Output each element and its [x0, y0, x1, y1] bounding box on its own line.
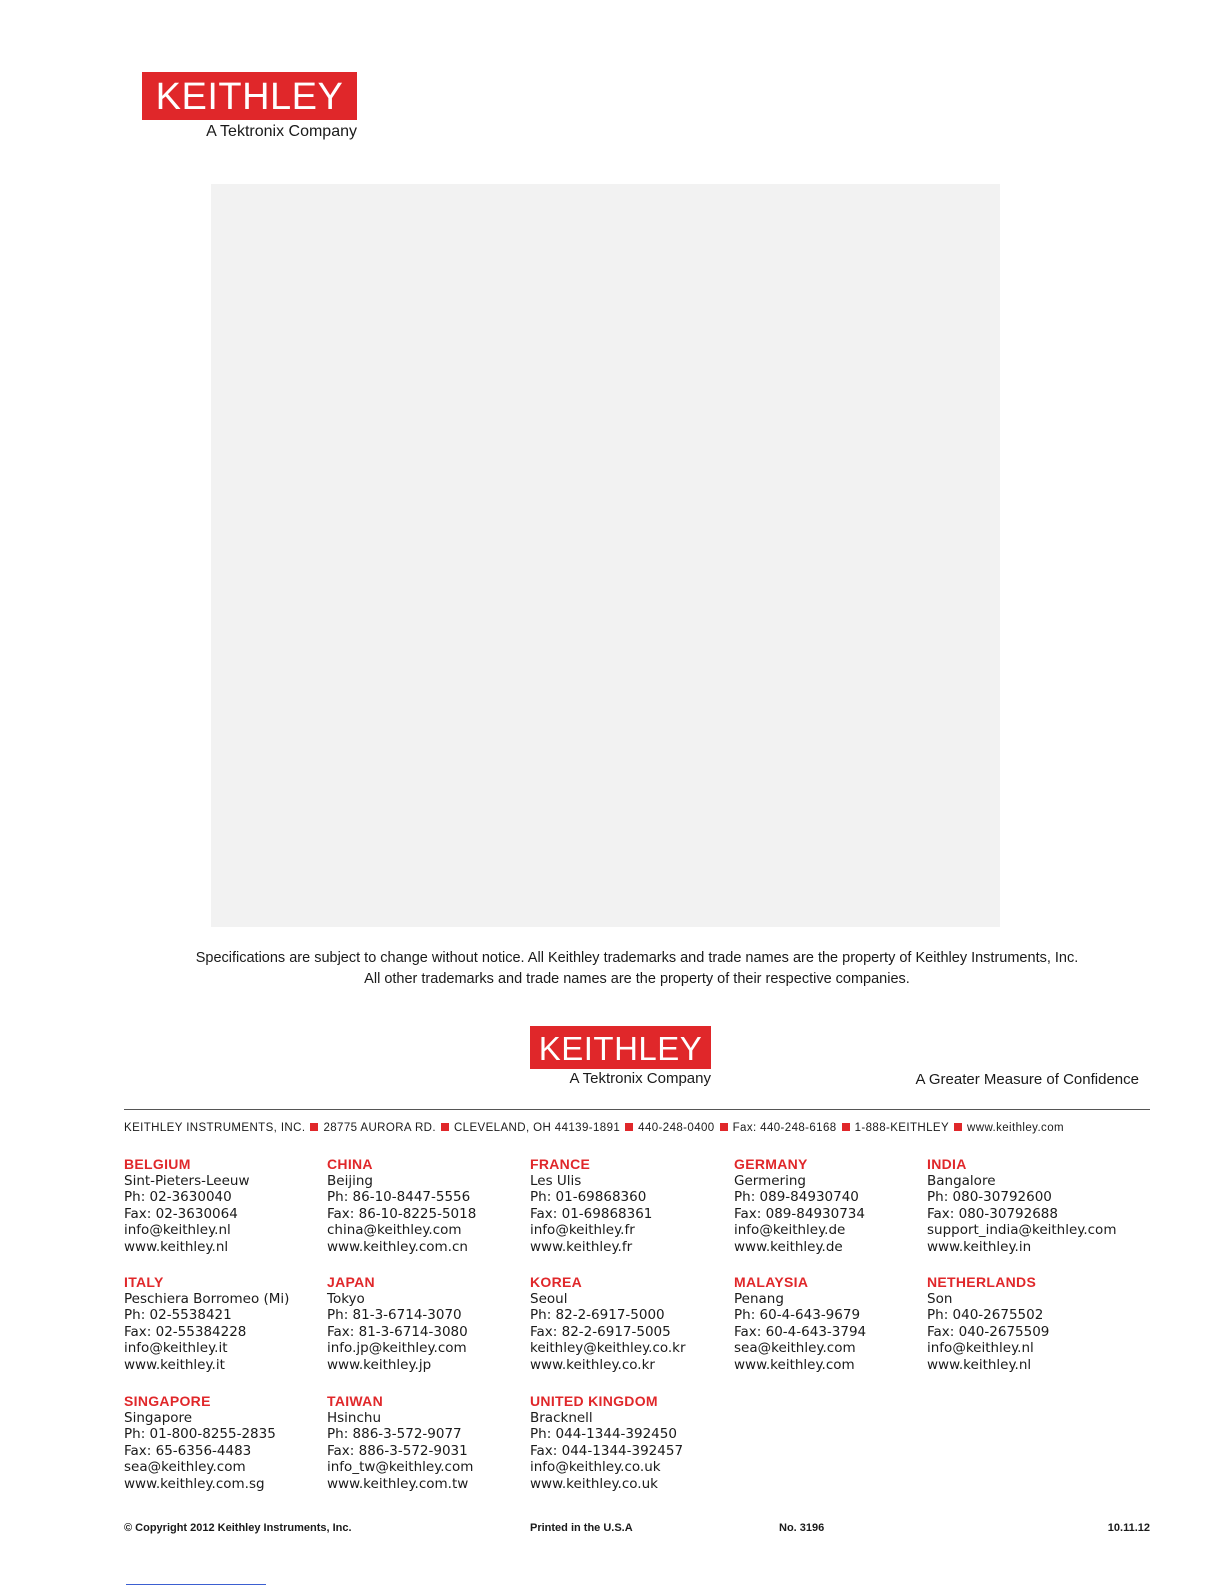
office-city: Les Ulis — [530, 1172, 582, 1189]
printed-in: Printed in the U.S.A — [530, 1522, 633, 1534]
header-logo-wordmark: KEITHLEY — [142, 72, 357, 120]
office-web[interactable]: www.keithley.com.tw — [327, 1475, 469, 1492]
company-address — [124, 1122, 1154, 1134]
office-email[interactable]: info@keithley.nl — [927, 1340, 1034, 1356]
address-company: KEITHLEY INSTRUMENTS, INC. — [124, 1122, 306, 1134]
office-country: NETHERLANDS — [927, 1274, 1037, 1290]
slogan: A Greater Measure of Confidence — [915, 1071, 1139, 1088]
office-phone: Ph: 886-3-572-9077 — [327, 1426, 462, 1442]
office-japan — [327, 1274, 468, 1373]
office-netherlands — [927, 1274, 1049, 1373]
office-phone: Ph: 02-3630040 — [124, 1189, 232, 1205]
office-fax: Fax: 02-3630064 — [124, 1205, 238, 1222]
office-phone: Ph: 089-84930740 — [734, 1189, 859, 1205]
copyright: © Copyright 2012 Keithley Instruments, Inc. — [124, 1522, 352, 1534]
office-web[interactable]: www.keithley.fr — [530, 1238, 633, 1255]
office-fax: Fax: 080-30792688 — [927, 1205, 1058, 1222]
office-email[interactable]: china@keithley.com — [327, 1222, 462, 1238]
office-korea — [530, 1274, 686, 1373]
office-fax: Fax: 60-4-643-3794 — [734, 1323, 867, 1340]
office-city: Sint-Pieters-Leeuw — [124, 1172, 250, 1189]
office-city: Peschiera Borromeo (Mi) — [124, 1290, 290, 1307]
office-italy — [124, 1274, 289, 1373]
office-city: Germering — [734, 1172, 806, 1189]
bullet-square-icon — [954, 1123, 962, 1131]
office-city: Hsinchu — [327, 1409, 382, 1426]
office-fax: Fax: 65-6356-4483 — [124, 1442, 252, 1459]
footer-logo — [530, 1026, 711, 1087]
office-email[interactable]: info@keithley.it — [124, 1340, 228, 1356]
address-fax: Fax: 440-248-6168 — [732, 1122, 837, 1134]
office-web[interactable]: www.keithley.in — [927, 1238, 1032, 1255]
office-city: Son — [927, 1290, 953, 1307]
office-phone: Ph: 81-3-6714-3070 — [327, 1307, 462, 1323]
disclaimer — [120, 948, 1154, 990]
office-phone: Ph: 60-4-643-9679 — [734, 1307, 861, 1323]
office-country: KOREA — [530, 1274, 583, 1290]
office-web[interactable]: www.keithley.nl — [927, 1356, 1032, 1373]
office-united-kingdom — [530, 1393, 683, 1492]
office-fax: Fax: 02-55384228 — [124, 1323, 247, 1340]
office-fax: Fax: 82-2-6917-5005 — [530, 1323, 671, 1340]
office-email[interactable]: info_tw@keithley.com — [327, 1459, 474, 1475]
office-email[interactable]: sea@keithley.com — [124, 1459, 246, 1475]
address-city: CLEVELAND, OH 44139-1891 — [453, 1122, 621, 1134]
address-tollfree: 1-888-KEITHLEY — [854, 1122, 950, 1134]
header-logo — [142, 72, 357, 141]
bullet-square-icon — [441, 1123, 449, 1131]
disclaimer-line-2: All other trademarks and trade names are the property of their respective companies. — [364, 971, 910, 987]
content-placeholder — [211, 184, 1000, 927]
office-country: SINGAPORE — [124, 1393, 211, 1409]
office-web[interactable]: www.keithley.co.kr — [530, 1356, 655, 1373]
office-web[interactable]: www.keithley.co.uk — [530, 1475, 658, 1492]
address-web[interactable]: www.keithley.com — [967, 1122, 1064, 1134]
divider — [124, 1109, 1150, 1110]
office-phone: Ph: 01-69868360 — [530, 1189, 647, 1205]
office-city: Tokyo — [327, 1290, 365, 1307]
office-taiwan — [327, 1393, 473, 1492]
office-web[interactable]: www.keithley.de — [734, 1238, 843, 1255]
document-number: No. 3196 — [779, 1522, 825, 1534]
office-country: UNITED KINGDOM — [530, 1393, 658, 1409]
address-phone: 440-248-0400 — [638, 1122, 715, 1134]
office-email[interactable]: keithley@keithley.co.kr — [530, 1340, 686, 1356]
office-fax: Fax: 040-2675509 — [927, 1323, 1050, 1340]
office-email[interactable]: info@keithley.fr — [530, 1222, 635, 1238]
office-web[interactable]: www.keithley.com.sg — [124, 1475, 265, 1492]
office-web[interactable]: www.keithley.jp — [327, 1356, 432, 1373]
office-country: ITALY — [124, 1274, 164, 1290]
office-belgium — [124, 1156, 250, 1255]
document-date: 10.11.12 — [1107, 1522, 1150, 1534]
office-germany — [734, 1156, 865, 1255]
disclaimer-line-1: Specifications are subject to change without notice. All Keithley trademarks and trade names are the property of Keithley Instruments, Inc. — [195, 950, 1079, 966]
office-country: TAIWAN — [327, 1393, 383, 1409]
office-phone: Ph: 86-10-8447-5556 — [327, 1189, 471, 1205]
office-singapore — [124, 1393, 276, 1492]
bullet-square-icon — [310, 1123, 318, 1131]
bullet-square-icon — [720, 1123, 728, 1131]
office-fax: Fax: 044-1344-392457 — [530, 1442, 684, 1459]
footer-logo-tagline: A Tektronix Company — [569, 1070, 711, 1087]
office-country: BELGIUM — [124, 1156, 191, 1172]
office-fax: Fax: 86-10-8225-5018 — [327, 1205, 477, 1222]
office-fax: Fax: 089-84930734 — [734, 1205, 865, 1222]
office-city: Singapore — [124, 1409, 193, 1426]
office-email[interactable]: info.jp@keithley.com — [327, 1340, 467, 1356]
office-country: JAPAN — [327, 1274, 375, 1290]
office-email[interactable]: info@keithley.de — [734, 1222, 846, 1238]
office-country: CHINA — [327, 1156, 373, 1172]
office-email[interactable]: info@keithley.nl — [124, 1222, 231, 1238]
office-phone: Ph: 044-1344-392450 — [530, 1426, 677, 1442]
office-fax: Fax: 01-69868361 — [530, 1205, 653, 1222]
office-malaysia — [734, 1274, 866, 1373]
office-email[interactable]: sea@keithley.com — [734, 1340, 856, 1356]
office-web[interactable]: www.keithley.nl — [124, 1238, 229, 1255]
office-fax: Fax: 886-3-572-9031 — [327, 1442, 468, 1459]
office-city: Bangalore — [927, 1172, 996, 1189]
office-phone: Ph: 01-800-8255-2835 — [124, 1426, 276, 1442]
office-web[interactable]: www.keithley.com.cn — [327, 1238, 468, 1255]
header-logo-tagline: A Tektronix Company — [206, 123, 357, 140]
office-country: FRANCE — [530, 1156, 591, 1172]
office-email[interactable]: info@keithley.co.uk — [530, 1459, 661, 1475]
office-country: GERMANY — [734, 1156, 808, 1172]
office-city: Beijing — [327, 1172, 373, 1189]
office-fax: Fax: 81-3-6714-3080 — [327, 1323, 468, 1340]
office-phone: Ph: 82-2-6917-5000 — [530, 1307, 665, 1323]
office-france — [530, 1156, 652, 1255]
office-phone: Ph: 080-30792600 — [927, 1189, 1052, 1205]
bullet-square-icon — [625, 1123, 633, 1131]
office-country: MALAYSIA — [734, 1274, 809, 1290]
office-phone: Ph: 02-5538421 — [124, 1307, 232, 1323]
office-email[interactable]: support_india@keithley.com — [927, 1222, 1117, 1238]
office-web[interactable]: www.keithley.com — [734, 1356, 855, 1373]
office-web[interactable]: www.keithley.it — [124, 1356, 225, 1373]
address-street: 28775 AURORA RD. — [323, 1122, 436, 1134]
office-phone: Ph: 040-2675502 — [927, 1307, 1044, 1323]
office-india — [927, 1156, 1116, 1255]
office-city: Bracknell — [530, 1409, 593, 1426]
office-china — [327, 1156, 476, 1255]
footer-logo-wordmark: KEITHLEY — [530, 1026, 711, 1069]
office-city: Seoul — [530, 1290, 568, 1307]
office-city: Penang — [734, 1290, 784, 1307]
office-country: INDIA — [927, 1156, 967, 1172]
bullet-square-icon — [842, 1123, 850, 1131]
